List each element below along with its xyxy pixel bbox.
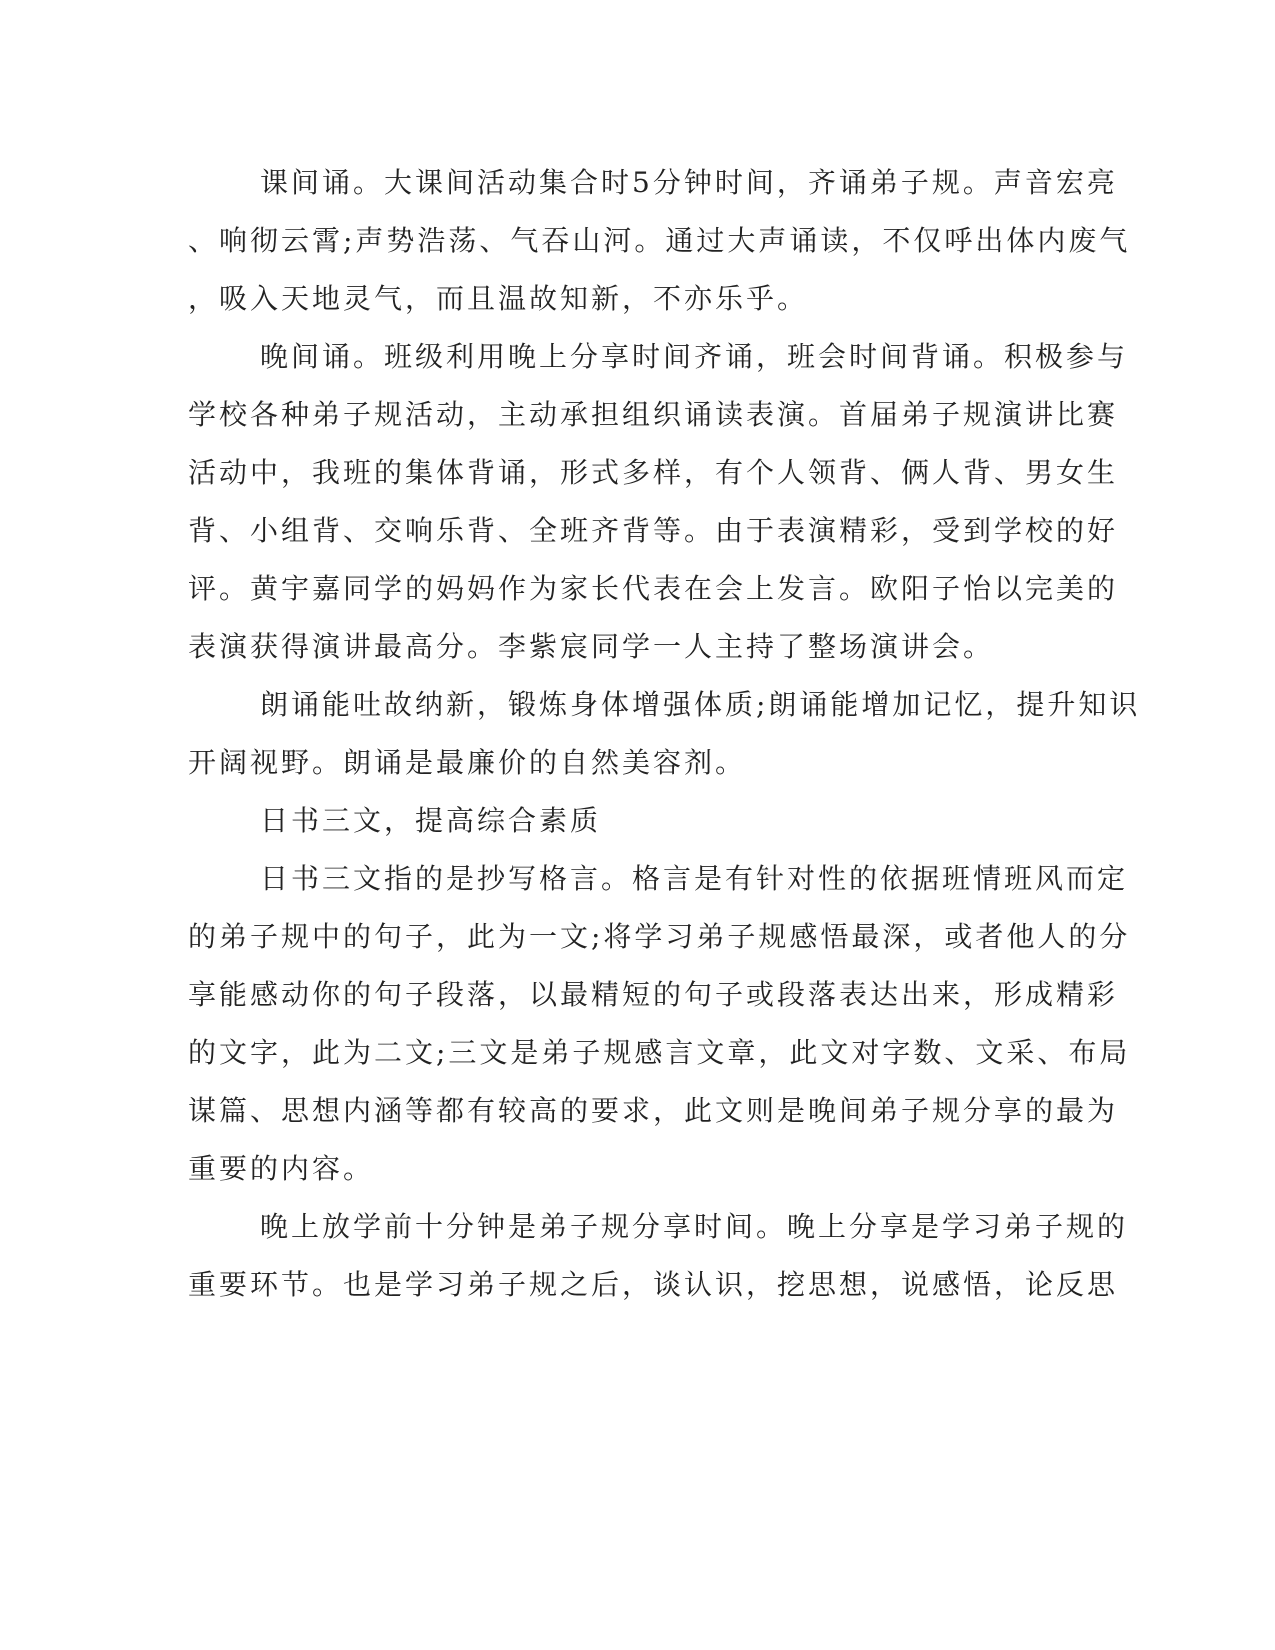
paragraph-line: 重要环节。也是学习弟子规之后，谈认识，挖思想，说感悟，论反思 [188,1268,1119,1301]
paragraph-line: 评。黄宇嘉同学的妈妈作为家长代表在会上发言。欧阳子怡以完美的 [188,572,1119,605]
paragraph-line: 朗诵能吐故纳新，锻炼身体增强体质;朗诵能增加记忆，提升知识 [260,688,1141,721]
paragraph-line: 重要的内容。 [188,1152,375,1185]
paragraph-line: 、响彻云霄;声势浩荡、气吞山河。通过大声诵读，不仅呼出体内废气 [188,224,1131,257]
paragraph-line: 学校各种弟子规活动，主动承担组织诵读表演。首届弟子规演讲比赛 [188,398,1119,431]
paragraph-line: 表演获得演讲最高分。李紫宸同学一人主持了整场演讲会。 [188,630,995,663]
section-heading: 日书三文，提高综合素质 [260,804,602,837]
paragraph-line: 享能感动你的句子段落，以最精短的句子或段落表达出来，形成精彩 [188,978,1119,1011]
paragraph-line: ，吸入天地灵气，而且温故知新，不亦乐乎。 [188,282,809,315]
paragraph-line: 背、小组背、交响乐背、全班齐背等。由于表演精彩，受到学校的好 [188,514,1119,547]
paragraph-line: 开阔视野。朗诵是最廉价的自然美容剂。 [188,746,747,779]
paragraph-line: 晚间诵。班级利用晚上分享时间齐诵，班会时间背诵。积极参与 [260,340,1129,373]
paragraph-line: 的弟子规中的句子，此为一文;将学习弟子规感悟最深，或者他人的分 [188,920,1131,953]
paragraph-line: 谋篇、思想内涵等都有较高的要求，此文则是晚间弟子规分享的最为 [188,1094,1119,1127]
paragraph-line: 的文字，此为二文;三文是弟子规感言文章，此文对字数、文采、布局 [188,1036,1131,1069]
paragraph-line: 活动中，我班的集体背诵，形式多样，有个人领背、俩人背、男女生 [188,456,1119,489]
paragraph-line: 课间诵。大课间活动集合时5分钟时间，齐诵弟子规。声音宏亮 [260,166,1118,199]
paragraph-line: 日书三文指的是抄写格言。格言是有针对性的依据班情班风而定 [260,862,1129,895]
paragraph-line: 晚上放学前十分钟是弟子规分享时间。晚上分享是学习弟子规的 [260,1210,1129,1243]
